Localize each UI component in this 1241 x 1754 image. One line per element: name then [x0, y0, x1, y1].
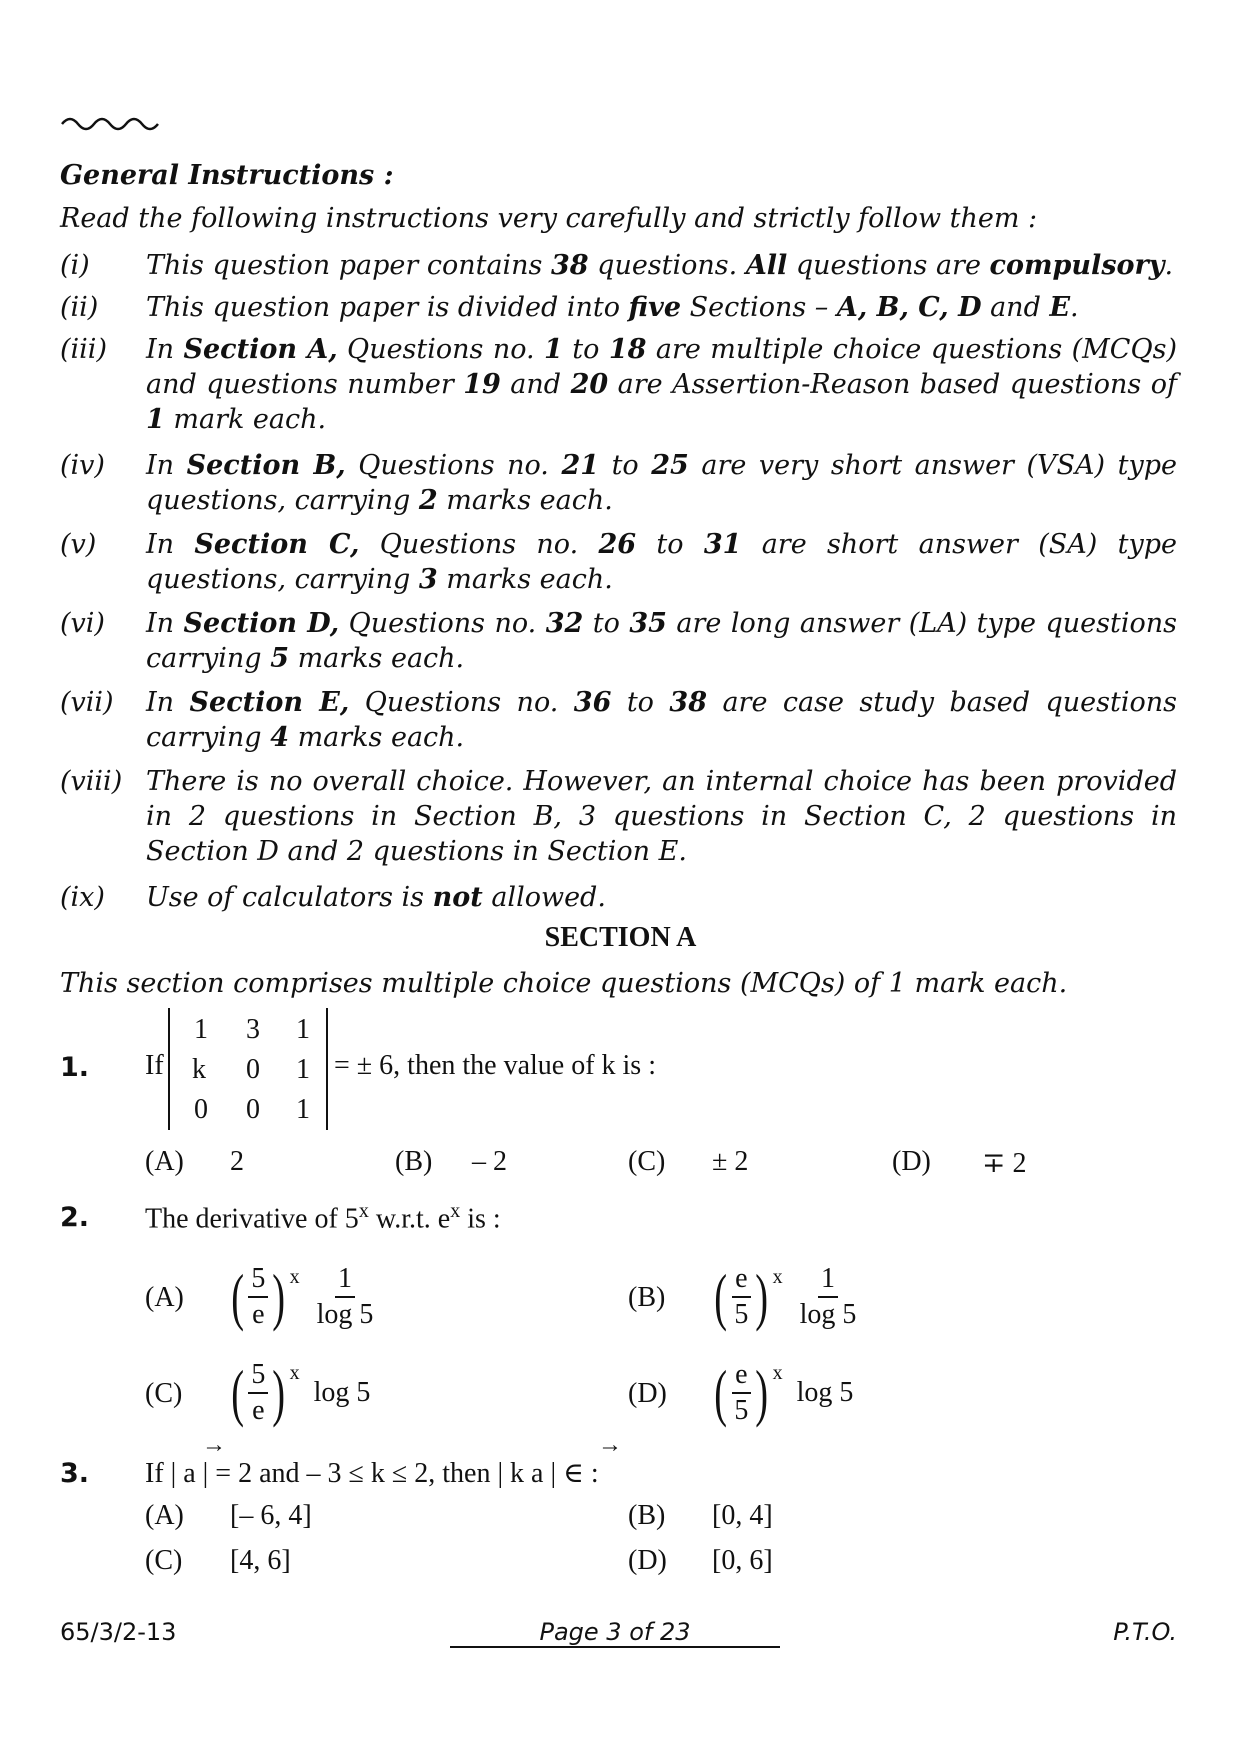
vector-arrow-icon: → — [202, 1432, 226, 1458]
right-paren: ) — [755, 1357, 769, 1428]
instruction-item — [60, 685, 1177, 755]
q2-option-label: (D) — [628, 1378, 667, 1409]
instruction-number: (iii) — [60, 334, 107, 365]
q2-text-before: The derivative of 5 — [145, 1203, 359, 1235]
q2-option-expression — [710, 1262, 859, 1332]
matrix-cell: 1 — [296, 1014, 310, 1045]
fraction — [248, 1262, 268, 1332]
instruction-text: There is no overall choice. However, an internal choice has been provided in 2 questions in Section B, 3 questions in Section C, 2 questions in Section D and 2 questions in Section E. — [146, 766, 1177, 867]
instruction-number: (viii) — [60, 766, 123, 797]
instruction-text: In Section A, Questions no. 1 to 18 are multiple choice questions (MCQs) and questions number 19 and 20 are Assertion-Reason based questions of 1 mark each. — [146, 334, 1178, 435]
instruction-text: Use of calculators is not allowed. — [146, 882, 606, 913]
question-2-number: 2. — [60, 1202, 90, 1233]
page-number: Page 3 of 23 — [539, 1618, 691, 1646]
question-1-text: = ± 6, then the value of k is : — [334, 1050, 656, 1081]
instruction-item — [60, 606, 1177, 676]
instruction-number: (ix) — [60, 882, 105, 913]
exponent: x — [772, 1266, 783, 1288]
vector-arrow-icon: → — [598, 1432, 622, 1458]
instruction-item — [60, 764, 1177, 869]
question-3-number: 3. — [60, 1458, 90, 1489]
instruction-text: In Section E, Questions no. 36 to 38 are case study based questions carrying 4 marks each. — [146, 687, 1177, 753]
fraction — [797, 1262, 860, 1332]
matrix-cell: 0 — [246, 1094, 260, 1125]
fraction — [248, 1358, 268, 1428]
instruction-item — [60, 448, 1177, 518]
section-a-description: This section comprises multiple choice questions (MCQs) of 1 mark each. — [60, 968, 1068, 999]
instructions-intro: Read the following instructions very carefully and strictly follow them : — [60, 203, 1038, 234]
question-1-determinant — [168, 1008, 328, 1130]
left-paren: ( — [714, 1261, 728, 1332]
q2-option-label: (B) — [628, 1282, 666, 1313]
exponent: x — [289, 1362, 300, 1384]
instruction-text: This question paper contains 38 questions. All questions are compulsory. — [146, 250, 1174, 281]
numerator: 5 — [248, 1358, 268, 1394]
q3-option-a-label: (A) — [145, 1500, 184, 1531]
denominator: e — [252, 1395, 265, 1426]
pto-label: P.T.O. — [1113, 1618, 1177, 1646]
q1-option-c-value: ± 2 — [712, 1146, 749, 1177]
section-a-title: SECTION A — [544, 922, 697, 953]
instruction-item — [60, 880, 1177, 915]
q3-option-d-label: (D) — [628, 1545, 667, 1576]
numerator: 5 — [248, 1262, 268, 1298]
instruction-text: In Section B, Questions no. 21 to 25 are very short answer (VSA) type questions, carrying 2 marks each. — [146, 450, 1177, 516]
q1-option-a-label: (A) — [145, 1146, 184, 1177]
q3-option-c-label: (C) — [145, 1545, 183, 1576]
denominator: log 5 — [799, 1299, 857, 1330]
instruction-item — [60, 527, 1177, 597]
q3-option-b-value: [0, 4] — [712, 1500, 773, 1531]
instruction-number: (vii) — [60, 687, 114, 718]
denominator: 5 — [734, 1299, 749, 1330]
q1-option-b-value: – 2 — [472, 1146, 507, 1177]
denominator: log 5 — [316, 1299, 374, 1330]
matrix-cell: 1 — [194, 1014, 208, 1045]
q3-option-d-value: [0, 6] — [712, 1545, 773, 1576]
exponent: x — [289, 1266, 300, 1288]
q1-option-b-label: (B) — [395, 1146, 433, 1177]
numerator: 1 — [818, 1262, 838, 1298]
matrix-cell: 0 — [194, 1094, 208, 1125]
left-paren: ( — [231, 1261, 245, 1332]
matrix-cell: 1 — [296, 1054, 310, 1085]
question-3-text — [145, 1456, 599, 1490]
question-1-number: 1. — [60, 1052, 90, 1083]
wave-ornament — [60, 112, 160, 138]
left-paren: ( — [231, 1357, 245, 1428]
denominator: e — [252, 1299, 265, 1330]
q2-text-after: is : — [460, 1203, 501, 1235]
q1-option-a-value: 2 — [230, 1146, 244, 1177]
instruction-item — [60, 332, 1177, 437]
right-paren: ) — [272, 1357, 286, 1428]
instruction-text: In Section D, Questions no. 32 to 35 are long answer (LA) type questions carrying 5 marks each. — [146, 608, 1177, 674]
q2-option-expression — [227, 1262, 376, 1332]
q3-option-a-value: [– 6, 4] — [230, 1500, 312, 1531]
numerator: e — [732, 1262, 750, 1298]
instruction-text: In Section C, Questions no. 26 to 31 are short answer (SA) type questions, carrying 3 marks each. — [146, 529, 1177, 595]
matrix-cell: 3 — [246, 1014, 260, 1045]
numerator: e — [732, 1358, 750, 1394]
q3-text: If | a | = 2 and – 3 ≤ k ≤ 2, then | k a | ∈ : — [145, 1458, 599, 1489]
numerator: 1 — [335, 1262, 355, 1298]
instruction-number: (i) — [60, 250, 90, 281]
instruction-item — [60, 290, 1177, 325]
q2-option-label: (A) — [145, 1282, 184, 1313]
instruction-number: (vi) — [60, 608, 105, 639]
q2-option-label: (C) — [145, 1378, 183, 1409]
log-term: log 5 — [313, 1377, 371, 1408]
footer-divider — [450, 1646, 780, 1648]
instruction-text: This question paper is divided into five Sections – A, B, C, D and E. — [146, 292, 1079, 323]
instruction-number: (iv) — [60, 450, 105, 481]
q1-option-d-label: (D) — [892, 1146, 931, 1177]
q1-option-c-label: (C) — [628, 1146, 666, 1177]
matrix-cell: 0 — [246, 1054, 260, 1085]
left-paren: ( — [714, 1357, 728, 1428]
question-2-text — [145, 1200, 501, 1235]
fraction — [731, 1262, 751, 1332]
instruction-item — [60, 248, 1177, 283]
q3-option-c-value: [4, 6] — [230, 1545, 291, 1576]
right-paren: ) — [755, 1261, 769, 1332]
q2-text-mid: w.r.t. e — [368, 1203, 451, 1235]
wave-icon — [60, 112, 160, 134]
q2-sup-1: x — [358, 1200, 369, 1222]
denominator: 5 — [734, 1395, 749, 1426]
right-paren: ) — [272, 1261, 286, 1332]
q2-option-expression — [710, 1358, 853, 1428]
paper-code: 65/3/2-13 — [60, 1618, 177, 1646]
q2-option-expression — [227, 1358, 370, 1428]
q1-option-d-value: ∓ 2 — [982, 1148, 1027, 1179]
instruction-number: (ii) — [60, 292, 99, 323]
q2-sup-2: x — [450, 1200, 461, 1222]
question-1-prefix: If — [145, 1050, 164, 1081]
fraction — [731, 1358, 751, 1428]
instruction-number: (v) — [60, 529, 97, 560]
q3-option-b-label: (B) — [628, 1500, 666, 1531]
instructions-title: General Instructions : — [60, 160, 394, 191]
matrix-cell: 1 — [296, 1094, 310, 1125]
exponent: x — [772, 1362, 783, 1384]
matrix-cell: k — [192, 1054, 206, 1085]
fraction — [314, 1262, 377, 1332]
log-term: log 5 — [796, 1377, 854, 1408]
